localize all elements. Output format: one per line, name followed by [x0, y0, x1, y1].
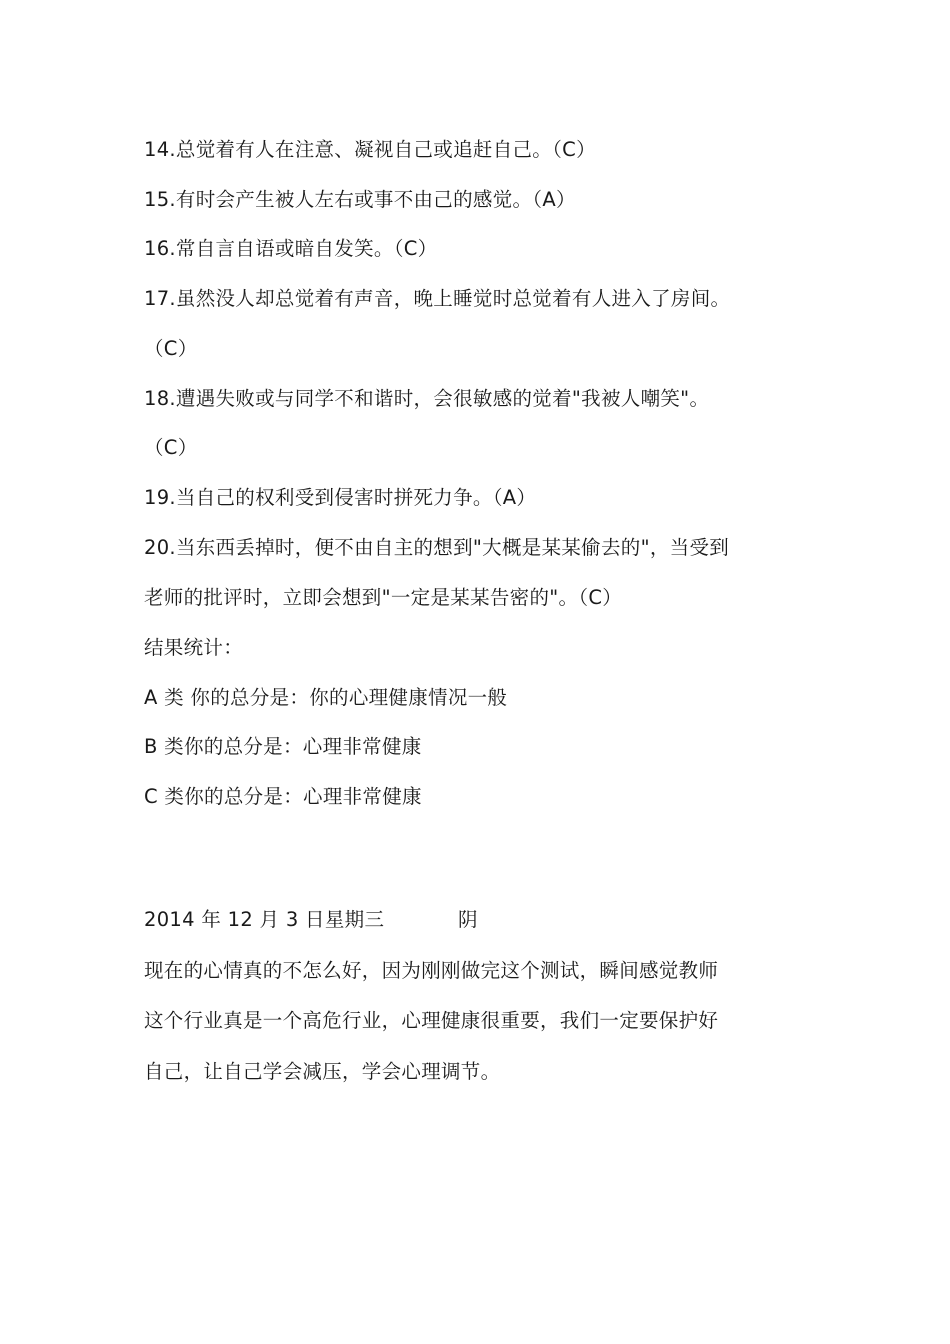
result-b: B 类你的总分是：心理非常健康 — [144, 735, 422, 758]
question-17-answer: （C） — [144, 337, 198, 360]
question-20-continued: 老师的批评时，立即会想到"一定是某某告密的"。（C） — [144, 586, 623, 609]
results-heading: 结果统计： — [144, 636, 244, 659]
question-20: 20.当东西丢掉时，便不由自主的想到"大概是某某偷去的"，当受到 — [144, 536, 730, 559]
diary-weather: 阴 — [458, 908, 478, 931]
diary-line-3: 自己，让自己学会减压，学会心理调节。 — [144, 1060, 501, 1083]
result-c: C 类你的总分是：心理非常健康 — [144, 785, 422, 808]
question-15: 15.有时会产生被人左右或事不由己的感觉。（A） — [144, 188, 576, 211]
question-16: 16.常自言自语或暗自发笑。（C） — [144, 237, 438, 260]
question-17: 17.虽然没人却总觉着有声音，晚上睡觉时总觉着有人进入了房间。 — [144, 287, 731, 310]
diary-line-1: 现在的心情真的不怎么好，因为刚刚做完这个测试，瞬间感觉教师 — [144, 959, 719, 982]
diary-line-2: 这个行业真是一个高危行业，心理健康很重要，我们一定要保护好 — [144, 1009, 719, 1032]
result-a: A 类 你的总分是：你的心理健康情况一般 — [144, 686, 508, 709]
question-14: 14.总觉着有人在注意、凝视自己或追赶自己。（C） — [144, 138, 596, 161]
question-18-answer: （C） — [144, 436, 198, 459]
question-19: 19.当自己的权利受到侵害时拼死力争。（A） — [144, 486, 537, 509]
diary-date: 2014 年 12 月 3 日星期三 — [144, 908, 385, 931]
question-18: 18.遭遇失败或与同学不和谐时，会很敏感的觉着"我被人嘲笑"。 — [144, 387, 710, 410]
